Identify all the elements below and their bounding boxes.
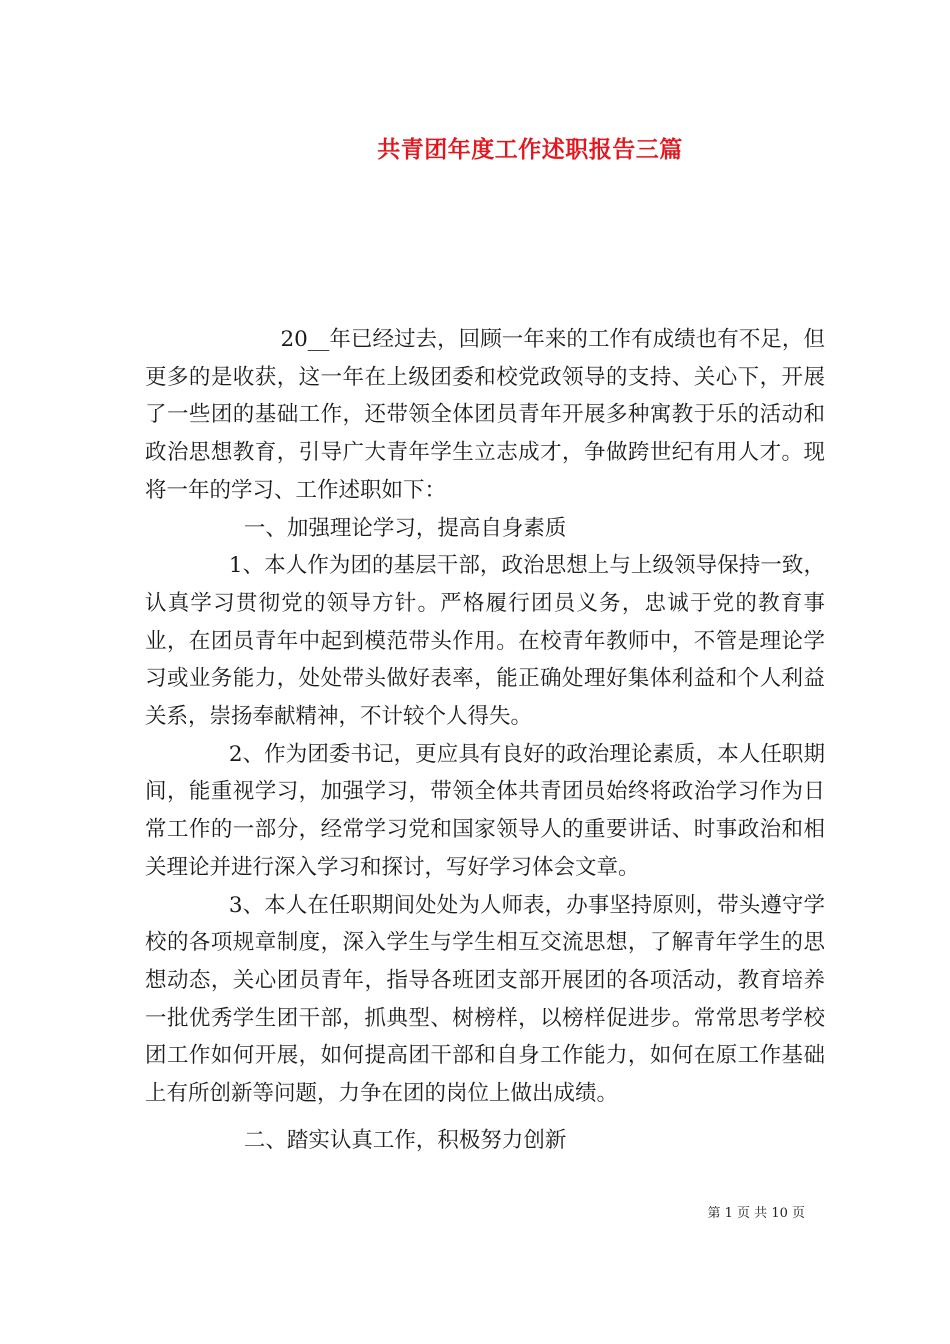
section-heading-2: 二、踏实认真工作，积极努力创新 — [243, 1127, 567, 1153]
document-title: 共青团年度工作述职报告三篇 — [377, 136, 683, 163]
document-body — [145, 321, 825, 1159]
item-paragraph-2: 2、作为团委书记，更应具有良好的政治理论素质，本人任职期间，能重视学习，加强学习，带领全体共青团员始终将政治学习作为日常工作的一部分，经常学习党和国家领导人的重要讲话、时事政治和相关理论并进行深入学习和探讨，写好学习体会文章。 — [145, 741, 825, 880]
section-heading-1: 一、加强理论学习，提高自身素质 — [243, 515, 567, 541]
item-paragraph-1: 1、本人作为团的基层干部，政治思想上与上级领导保持一致，认真学习贯彻党的领导方针。严格履行团员义务，忠诚于党的教育事业，在团员青年中起到模范带头作用。在校青年教师中，不管是理论学习或业务能力，处处带头做好表率，能正确处理好集体利益和个人利益关系，崇扬奉献精神，不计较个人得失。 — [145, 553, 825, 730]
page-number-footer: 第 1 页 共 10 页 — [707, 1206, 805, 1221]
item-paragraph-3: 3、本人在任职期间处处为人师表，办事坚持原则，带头遵守学校的各项规章制度，深入学生与学生相互交流思想，了解青年学生的思想动态，关心团员青年，指导各班团支部开展团的各项活动，教育培养一批优秀学生团干部，抓典型、树榜样，以榜样促进步。常常思考学校团工作如何开展，如何提高团干部和自身工作能力，如何在原工作基础上有所创新等问题，力争在团的岗位上做出成绩。 — [145, 892, 825, 1107]
intro-paragraph: 20__年已经过去，回顾一年来的工作有成绩也有不足，但更多的是收获，这一年在上级团委和校党政领导的支持、关心下，开展了一些团的基础工作，还带领全体团员青年开展多种寓教于乐的活动和政治思想教育，引导广大青年学生立志成才，争做跨世纪有用人才。现将一年的学习、工作述职如下： — [145, 327, 825, 503]
